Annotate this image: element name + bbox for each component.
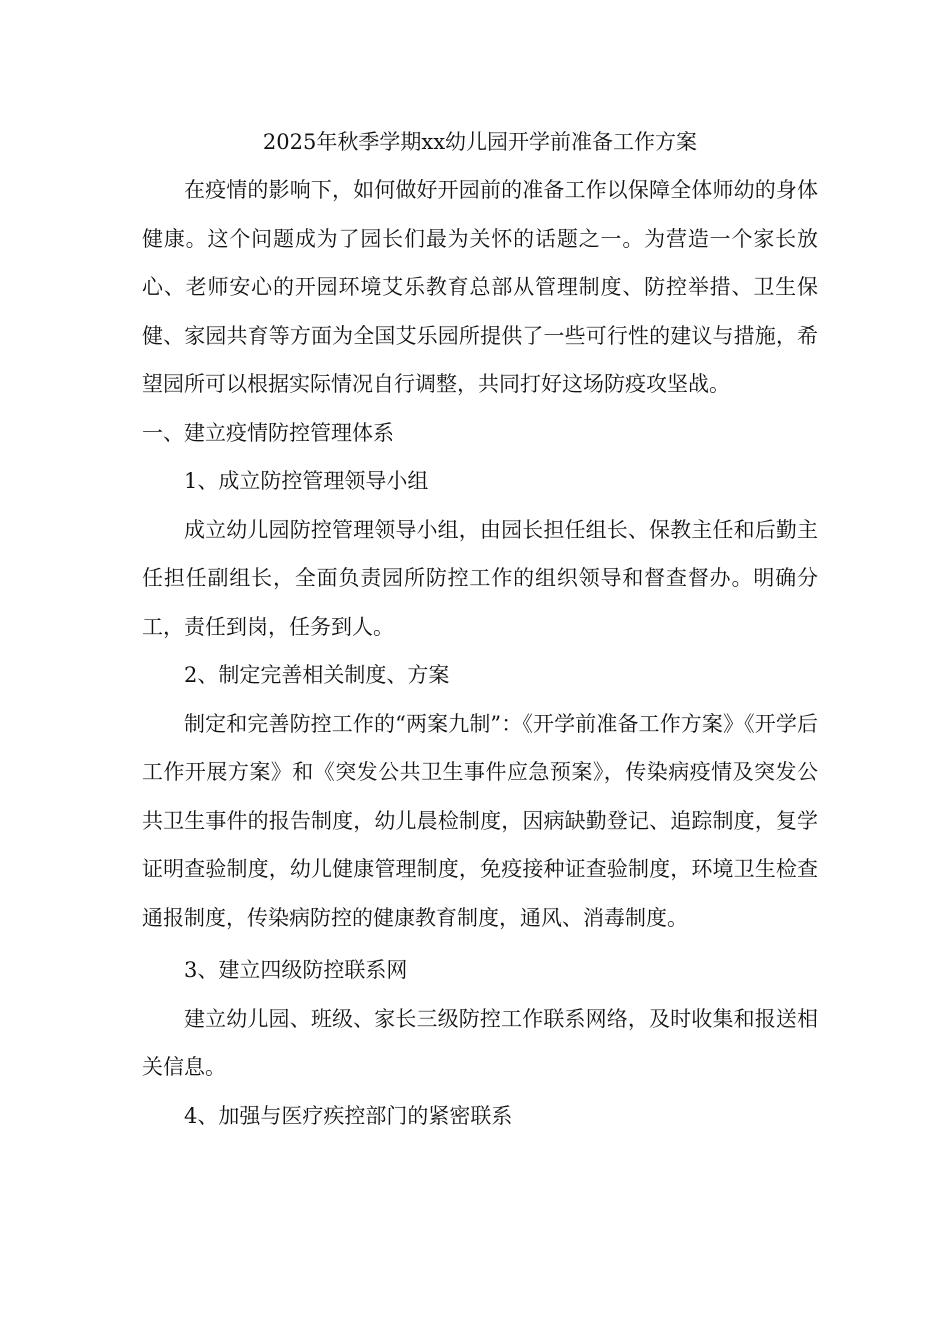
item-1-body: 成立幼儿园防控管理领导小组，由园长担任组长、保教主任和后勤主任担任副组长，全面负责园所防控工作的组织领导和督查督办。明确分工，责任到岗，任务到人。 bbox=[142, 517, 818, 639]
item-2-body: 制定和完善防控工作的“两案九制”：《开学前准备工作方案》《开学后工作开展方案》和《突发公共卫生事件应急预案》，传染病疫情及突发公共卫生事件的报告制度，幼儿晨检制度，因病缺勤登记、追踪制度，复学证明查验制度，幼儿健康管理制度，免疫接种证查验制度，环境卫生检查通报制度，传染病防控的健康教育制度，通风、消毒制度。 bbox=[142, 711, 818, 930]
item-2-heading: 2、制定完善相关制度、方案 bbox=[184, 663, 450, 687]
document-title: 2025年秋季学期xx幼儿园开学前准备工作方案 bbox=[262, 130, 698, 154]
document-page bbox=[142, 118, 818, 1140]
item-4-heading: 4、加强与医疗疾控部门的紧密联系 bbox=[184, 1103, 513, 1128]
item-1-heading: 1、成立防控管理领导小组 bbox=[184, 469, 429, 493]
item-3-body: 建立幼儿园、班级、家长三级防控工作联系网络，及时收集和报送相关信息。 bbox=[142, 1006, 818, 1079]
item-3-heading: 3、建立四级防控联系网 bbox=[184, 958, 408, 982]
intro-paragraph: 在疫情的影响下，如何做好开园前的准备工作以保障全体师幼的身体健康。这个问题成为了园长们最为关怀的话题之一。为营造一个家长放心、老师安心的开园环境艾乐教育总部从管理制度、防控举措、卫生保健、家园共育等方面为全国艾乐园所提供了一些可行性的建议与措施，希望园所可以根据实际情况自行调整，共同打好这场防疫攻坚战。 bbox=[142, 178, 818, 396]
section-1-heading: 一、建立疫情防控管理体系 bbox=[142, 420, 394, 445]
